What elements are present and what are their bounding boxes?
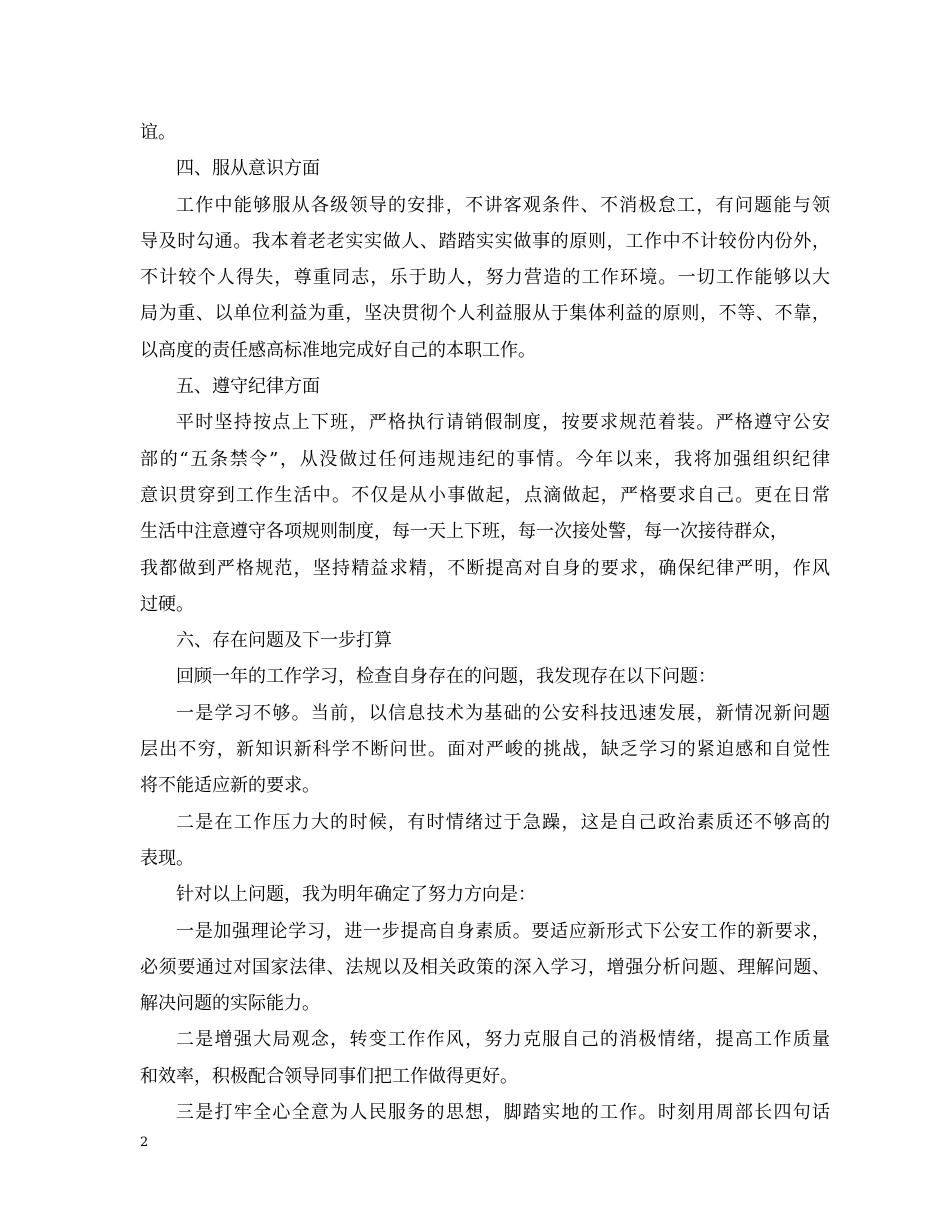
document-body bbox=[140, 115, 830, 1131]
text-line: 生活中注意遵守各项规则制度，每一天上下班，每一次接处警，每一次接待群众， bbox=[140, 521, 788, 543]
text-line: 层出不穷，新知识新科学不断问世。面对严峻的挑战，缺乏学习的紧迫感和自觉性 bbox=[140, 739, 830, 761]
text-line: 不计较个人得失，尊重同志，乐于助人，努力营造的工作环境。一切工作能够以大 bbox=[140, 267, 830, 289]
text-line: 解决问题的实际能力。 bbox=[140, 993, 320, 1015]
text-line: 部的“五条禁令”，从没做过任何违规违纪的事情。今年以来，我将加强组织纪律 bbox=[140, 448, 830, 470]
text-line: 工作中能够服从各级领导的安排，不讲客观条件、不消极怠工，有问题能与领 bbox=[176, 194, 830, 216]
text-line: 六、存在问题及下一步打算 bbox=[176, 630, 392, 652]
text-line: 五、遵守纪律方面 bbox=[176, 376, 320, 398]
text-line: 我都做到严格规范，坚持精益求精，不断提高对自身的要求，确保纪律严明，作风 bbox=[140, 557, 830, 579]
text-line: 一是加强理论学习，进一步提高自身素质。要适应新形式下公安工作的新要求， bbox=[176, 920, 830, 942]
text-line: 二是在工作压力大的时候，有时情绪过于急躁，这是自己政治素质还不够高的 bbox=[176, 811, 830, 833]
text-line: 表现。 bbox=[140, 847, 194, 869]
text-line: 以高度的责任感高标准地完成好自己的本职工作。 bbox=[140, 339, 536, 361]
text-line: 将不能适应新的要求。 bbox=[140, 775, 320, 797]
text-line: 平时坚持按点上下班，严格执行请销假制度，按要求规范着装。严格遵守公安 bbox=[176, 412, 830, 434]
text-line: 针对以上问题，我为明年确定了努力方向是： bbox=[176, 884, 536, 906]
text-line: 回顾一年的工作学习，检查自身存在的问题，我发现存在以下问题： bbox=[176, 666, 716, 688]
text-line: 局为重、以单位利益为重，坚决贯彻个人利益服从于集体利益的原则，不等、不靠， bbox=[140, 303, 830, 325]
text-line: 意识贯穿到工作生活中。不仅是从小事做起，点滴做起，严格要求自己。更在日常 bbox=[140, 484, 830, 506]
text-line: 三是打牢全心全意为人民服务的思想，脚踏实地的工作。时刻用周部长四句话 bbox=[176, 1102, 830, 1124]
page-number: 2 bbox=[140, 1135, 149, 1150]
text-line: 必须要通过对国家法律、法规以及相关政策的深入学习，增强分析问题、理解问题、 bbox=[140, 956, 830, 978]
text-line: 谊。 bbox=[140, 122, 176, 143]
text-line: 二是增强大局观念，转变工作作风，努力克服自己的消极情绪，提高工作质量 bbox=[176, 1029, 830, 1051]
text-line: 一是学习不够。当前，以信息技术为基础的公安科技迅速发展，新情况新问题 bbox=[176, 702, 830, 724]
text-line: 过硬。 bbox=[140, 593, 194, 615]
text-line: 导及时勾通。我本着老老实实做人、踏踏实实做事的原则，工作中不计较份内份外， bbox=[140, 230, 830, 252]
text-line: 和效率，积极配合领导同事们把工作做得更好。 bbox=[140, 1065, 518, 1087]
text-line: 四、服从意识方面 bbox=[176, 158, 320, 180]
